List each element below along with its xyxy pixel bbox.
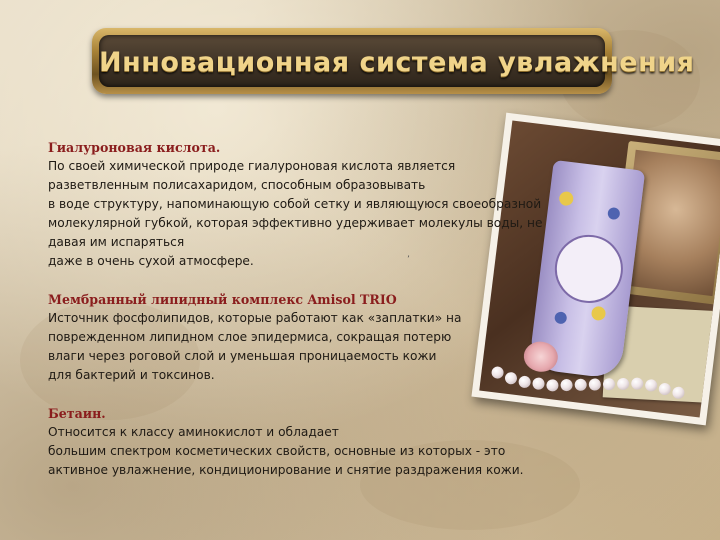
section-hyaluronic-acid [48,138,568,271]
body-line: поврежденном липидном слое эпидермиса, сокращая потерю [48,330,452,344]
body-line: Источник фосфолипидов, которые работают как «заплатки» на [48,311,462,325]
body-text [48,138,568,499]
section-lipid-complex [48,290,568,385]
flower-decoration [607,207,620,220]
flower-decoration [591,306,607,322]
body-line: в воде структуру, напоминающую собой сетку и являющуюся своеобразной [48,197,542,211]
title-plaque-inner [99,35,695,87]
body-line: активное увлажнение, кондиционирование и снятие раздражения кожи. [48,463,524,477]
body-line: молекулярной губкой, которая эффективно удерживает молекулы воды, не [48,216,543,230]
section-heading: Мембранный липидный комплекс Amisol TRIO [48,292,397,307]
pearl [574,378,587,391]
title-plaque [92,28,695,94]
pearl [588,378,601,391]
body-line: Относится к классу аминокислот и обладает [48,425,339,439]
section-heading: Бетаин. [48,406,106,421]
body-line: даже в очень сухой атмосфере. [48,254,254,268]
body-line: для бактерий и токсинов. [48,368,215,382]
body-line: влаги через роговой слой и уменьшая проницаемость кожи [48,349,437,363]
section-heading: Гиалуроновая кислота. [48,140,221,155]
body-line: разветвленным полисахаридом, способным образовывать [48,178,426,192]
section-betaine [48,404,568,480]
stray-mark: ’ [407,255,410,265]
body-line: большим спектром косметических свойств, основные из которых - это [48,444,506,458]
body-line: По своей химической природе гиалуроновая кислота является [48,159,456,173]
slide-title: Инновационная система увлажнения [99,47,695,78]
body-line: давая им испаряться [48,235,185,249]
